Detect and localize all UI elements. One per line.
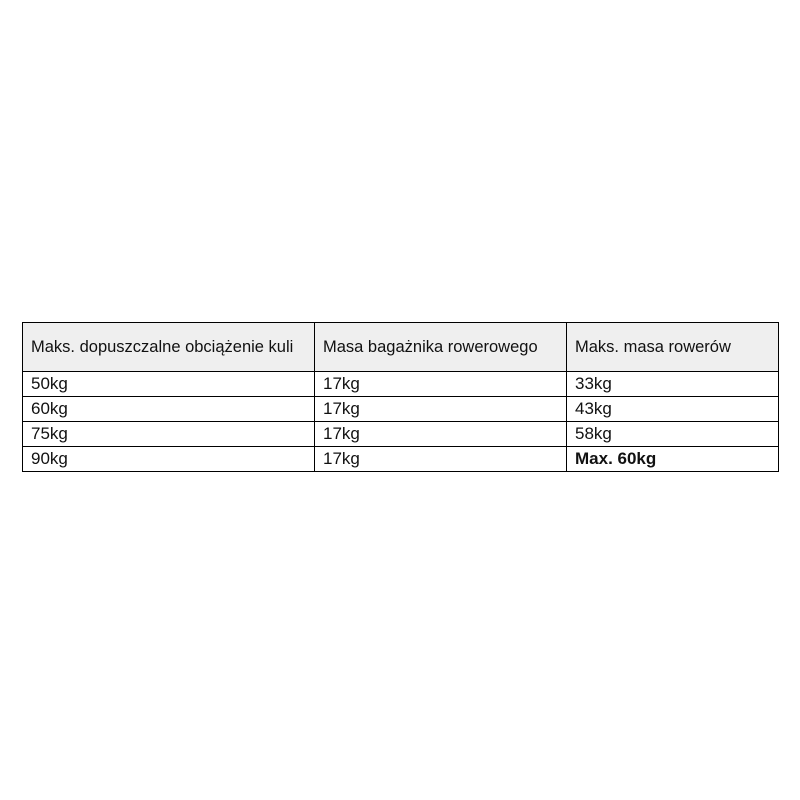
cell-towball-load: 75kg bbox=[23, 422, 315, 447]
load-capacity-table bbox=[22, 322, 779, 472]
cell-carrier-weight: 17kg bbox=[315, 397, 567, 422]
cell-max-bike-weight: 58kg bbox=[567, 422, 779, 447]
cell-carrier-weight: 17kg bbox=[315, 447, 567, 472]
spec-table-container bbox=[22, 322, 778, 472]
cell-towball-load: 50kg bbox=[23, 372, 315, 397]
table-header-row bbox=[23, 323, 779, 372]
table-row bbox=[23, 397, 779, 422]
column-header-max-bike-weight: Maks. masa rowerów bbox=[567, 323, 779, 372]
cell-towball-load: 60kg bbox=[23, 397, 315, 422]
table-header bbox=[23, 323, 779, 372]
cell-max-bike-weight: 43kg bbox=[567, 397, 779, 422]
table-body bbox=[23, 372, 779, 472]
cell-carrier-weight: 17kg bbox=[315, 372, 567, 397]
table-row bbox=[23, 372, 779, 397]
column-header-carrier-weight: Masa bagażnika rowerowego bbox=[315, 323, 567, 372]
cell-max-bike-weight: Max. 60kg bbox=[567, 447, 779, 472]
cell-max-bike-weight: 33kg bbox=[567, 372, 779, 397]
table-row bbox=[23, 422, 779, 447]
cell-carrier-weight: 17kg bbox=[315, 422, 567, 447]
table-row bbox=[23, 447, 779, 472]
column-header-towball-load: Maks. dopuszczalne obciążenie kuli bbox=[23, 323, 315, 372]
cell-towball-load: 90kg bbox=[23, 447, 315, 472]
